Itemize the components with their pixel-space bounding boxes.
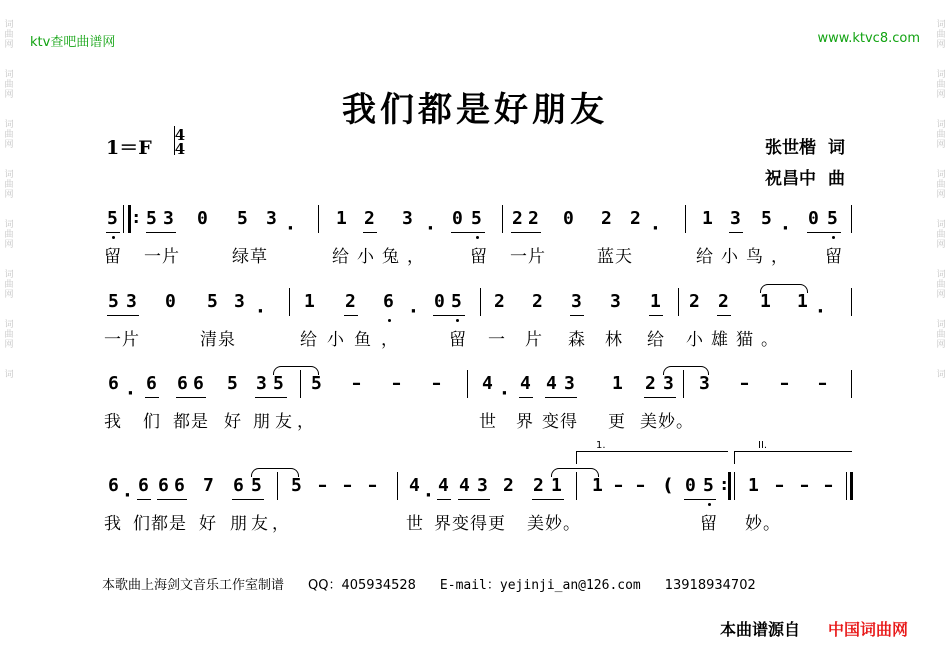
note: 6 (146, 373, 157, 394)
lyric: 留 (104, 247, 122, 267)
note: 0 (563, 208, 574, 229)
note: 1 (748, 475, 759, 496)
watermark-char: 词 (4, 70, 14, 80)
lyric: 美妙。 (527, 514, 581, 534)
meter-top: 4 (174, 126, 186, 144)
lyric: 小雄猫。 (686, 330, 786, 350)
watermark-char: 网 (4, 240, 14, 250)
lyric: 留 (449, 330, 467, 350)
watermark-char: 曲 (936, 330, 946, 340)
note: 6 (193, 373, 204, 394)
note: 3 (730, 208, 741, 229)
watermark-char: 网 (4, 190, 14, 200)
note: 0 (808, 208, 819, 229)
note: 2 (494, 291, 505, 312)
watermark-char: 网 (936, 140, 946, 150)
lyric: 朋友， (253, 412, 319, 432)
watermark-char: 曲 (4, 180, 14, 190)
watermark-char: 网 (936, 240, 946, 250)
watermark-char: 网 (936, 190, 946, 200)
watermark-char: 网 (4, 340, 14, 350)
note: 5 (251, 475, 262, 496)
note: 7 (203, 475, 214, 496)
watermark-char: 曲 (936, 130, 946, 140)
watermark-char: 曲 (936, 30, 946, 40)
lyric: 绿草 (232, 247, 268, 267)
note: 5 (451, 291, 462, 312)
lyric: 变得 (542, 412, 578, 432)
lyric: 一片 (104, 330, 140, 350)
key-signature: 1＝F (106, 137, 152, 159)
note: 3 (234, 291, 245, 312)
note: 6 (108, 475, 119, 496)
note: 3 (699, 373, 710, 394)
watermark-char: 网 (936, 340, 946, 350)
watermark-char: 网 (4, 40, 14, 50)
note: 5 (273, 373, 284, 394)
watermark-char: 词 (4, 120, 14, 130)
note: 2 (503, 475, 514, 496)
watermark-char: 词 (936, 370, 946, 380)
composer-label: 曲 (828, 169, 845, 189)
lyricist-credit (765, 133, 845, 158)
note: 5 (311, 373, 322, 394)
note: 3 (163, 208, 174, 229)
lyric: 留 (470, 247, 488, 267)
lyric: 一片 (488, 330, 562, 350)
score-row-3: 6 · 6 6 6 5 3 5 5 – – – 4 · 4 4 3 1 2 3 3 – – – 我 们 都是 好 朋友， 世 界 变得 更 美妙。 (0, 373, 950, 433)
lyric: 留 (825, 247, 843, 267)
note: 4 (482, 373, 493, 394)
note: 4 (459, 475, 470, 496)
note: 1 (797, 291, 808, 312)
watermark-char: 词 (4, 320, 14, 330)
lyric: 好 (224, 412, 242, 432)
note: 3 (477, 475, 488, 496)
lyric: 留 (700, 514, 718, 534)
note: 0 (434, 291, 445, 312)
note: 1 (650, 291, 661, 312)
note: 3 (571, 291, 582, 312)
composer-credit (765, 164, 845, 189)
note: 5 (471, 208, 482, 229)
watermark-char: 网 (4, 290, 14, 300)
watermark-char: 词 (4, 370, 14, 380)
watermark-char: 网 (4, 90, 14, 100)
second-ending-label: II. (758, 440, 768, 451)
lyric: 界变得更 (434, 514, 506, 534)
site-name-left[interactable]: ktv查吧曲谱网 (30, 35, 116, 50)
lyric: 美妙。 (640, 412, 694, 432)
lyric: 森林 (568, 330, 642, 350)
note: 5 (207, 291, 218, 312)
studio-credit: 本歌曲上海剑文音乐工作室制谱 (102, 578, 285, 593)
note: 6 (138, 475, 149, 496)
watermark-char: 词 (4, 220, 14, 230)
watermark-char: 网 (936, 90, 946, 100)
note: 2 (512, 208, 523, 229)
meter-bottom: 4 (174, 140, 186, 158)
note: 0 (197, 208, 208, 229)
first-ending-bracket (576, 440, 728, 462)
watermark-char: 网 (4, 140, 14, 150)
note: 2 (533, 475, 544, 496)
note: 5 (146, 208, 157, 229)
watermark-char: 词 (936, 170, 946, 180)
note: 1 (551, 475, 562, 496)
note: 3 (402, 208, 413, 229)
score-row-2: 5 3 0 5 3 · 1 2 6 · 0 5 2 2 3 3 1 2 2 1 1 · 一片 清泉 给小鱼， 留 一片 森林 给 小雄猫。 (0, 291, 950, 351)
source-site-link[interactable]: 中国词曲网 (828, 620, 909, 639)
note: 2 (718, 291, 729, 312)
score-row-1: 5 : 5 3 0 5 3 · 1 2 3 · 0 5 2 2 0 2 2 · 1 3 5 · 0 5 留 一片 绿草 给小兔， 留 一片 蓝天 给小鸟， 留 (0, 208, 950, 268)
note: 1 (336, 208, 347, 229)
lyric: 世 (406, 514, 424, 534)
phone-contact: 13918934702 (664, 578, 756, 593)
lyricist-name: 张世楷 (765, 138, 816, 158)
watermark-char: 词 (936, 70, 946, 80)
lyric: 界 (516, 412, 534, 432)
source-label: 本曲谱源自 (720, 620, 801, 639)
note: 3 (126, 291, 137, 312)
lyric: 世 (479, 412, 497, 432)
watermark-char: 曲 (936, 230, 946, 240)
lyric: 们 (143, 412, 161, 432)
score-row-4: 6 · 6 6 6 7 6 5 5 – – – 4 · 4 4 3 2 2 1 1. 1 – – ( 0 5 : II. 1 – – – 我 们都是 好 朋友， 世 界变得更 美妙。 留 妙。 (0, 475, 950, 535)
note: 5 (237, 208, 248, 229)
note: 0 (165, 291, 176, 312)
time-signature (174, 128, 186, 156)
watermark-char: 词 (4, 20, 14, 30)
watermark-char: 网 (936, 290, 946, 300)
first-ending-label: 1. (596, 440, 606, 451)
note: 0 (452, 208, 463, 229)
note: 6 (177, 373, 188, 394)
lyric: 朋友， (230, 514, 293, 534)
note: 6 (108, 373, 119, 394)
lyric: 给小兔， (332, 247, 432, 267)
note: 6 (233, 475, 244, 496)
note: 2 (364, 208, 375, 229)
note: 5 (761, 208, 772, 229)
lyricist-label: 词 (828, 138, 845, 158)
lyric: 清泉 (200, 330, 236, 350)
watermark-char: 网 (936, 40, 946, 50)
watermark-char: 曲 (4, 130, 14, 140)
note: 2 (689, 291, 700, 312)
lyric: 给小鸟， (696, 247, 796, 267)
song-title: 我们都是好朋友 (342, 90, 608, 130)
note: 3 (663, 373, 674, 394)
qq-contact: QQ：405934528 (308, 578, 416, 593)
watermark-char: 曲 (4, 280, 14, 290)
note: 3 (610, 291, 621, 312)
note: 2 (345, 291, 356, 312)
note: 2 (528, 208, 539, 229)
note: 2 (532, 291, 543, 312)
watermark-char: 曲 (4, 80, 14, 90)
site-url-right[interactable]: www.ktvc8.com (817, 31, 920, 46)
note: 5 (227, 373, 238, 394)
lyric: 一片 (510, 247, 546, 267)
watermark-char: 曲 (4, 30, 14, 40)
note: 3 (256, 373, 267, 394)
watermark-char: 曲 (936, 280, 946, 290)
watermark-char: 曲 (4, 330, 14, 340)
lyric: 我 (104, 412, 122, 432)
lyric: 妙。 (745, 514, 781, 534)
lyric: 给 (647, 330, 665, 350)
note: 0 (685, 475, 696, 496)
note: 2 (645, 373, 656, 394)
note: 4 (409, 475, 420, 496)
email-contact[interactable]: E-mail：yejinji_an@126.com (439, 578, 641, 593)
note: 1 (592, 475, 603, 496)
lyric: 我 (104, 514, 122, 534)
note: 5 (108, 291, 119, 312)
note: 2 (630, 208, 641, 229)
note: 5 (703, 475, 714, 496)
lyric: 们都是 (133, 514, 187, 534)
note: 4 (438, 475, 449, 496)
lyric: 一片 (144, 247, 180, 267)
note: 4 (546, 373, 557, 394)
note: 3 (266, 208, 277, 229)
watermark-char: 曲 (936, 80, 946, 90)
note: 5 (107, 208, 118, 229)
lyric: 给小鱼， (300, 330, 408, 350)
lyric: 蓝天 (597, 247, 633, 267)
watermark-char: 词 (4, 270, 14, 280)
lyric: 更 (608, 412, 626, 432)
watermark-char: 曲 (936, 180, 946, 190)
lyric: 都是 (173, 412, 209, 432)
note: 6 (383, 291, 394, 312)
note: 5 (291, 475, 302, 496)
note: 1 (702, 208, 713, 229)
composer-name: 祝昌中 (765, 169, 816, 189)
note: 1 (760, 291, 771, 312)
watermark-char: 词 (936, 270, 946, 280)
note: 5 (827, 208, 838, 229)
watermark-char: 词 (936, 120, 946, 130)
watermark-char: 词 (4, 170, 14, 180)
watermark-char: 词 (936, 220, 946, 230)
note: 4 (520, 373, 531, 394)
note: 3 (564, 373, 575, 394)
second-ending-bracket (734, 440, 852, 462)
note: 2 (601, 208, 612, 229)
note: 6 (174, 475, 185, 496)
note: 1 (612, 373, 623, 394)
watermark-char: 词 (936, 320, 946, 330)
footer-info (102, 574, 780, 593)
note: 6 (158, 475, 169, 496)
watermark-char: 词 (936, 20, 946, 30)
note: 1 (304, 291, 315, 312)
watermark-char: 曲 (4, 230, 14, 240)
lyric: 好 (199, 514, 217, 534)
